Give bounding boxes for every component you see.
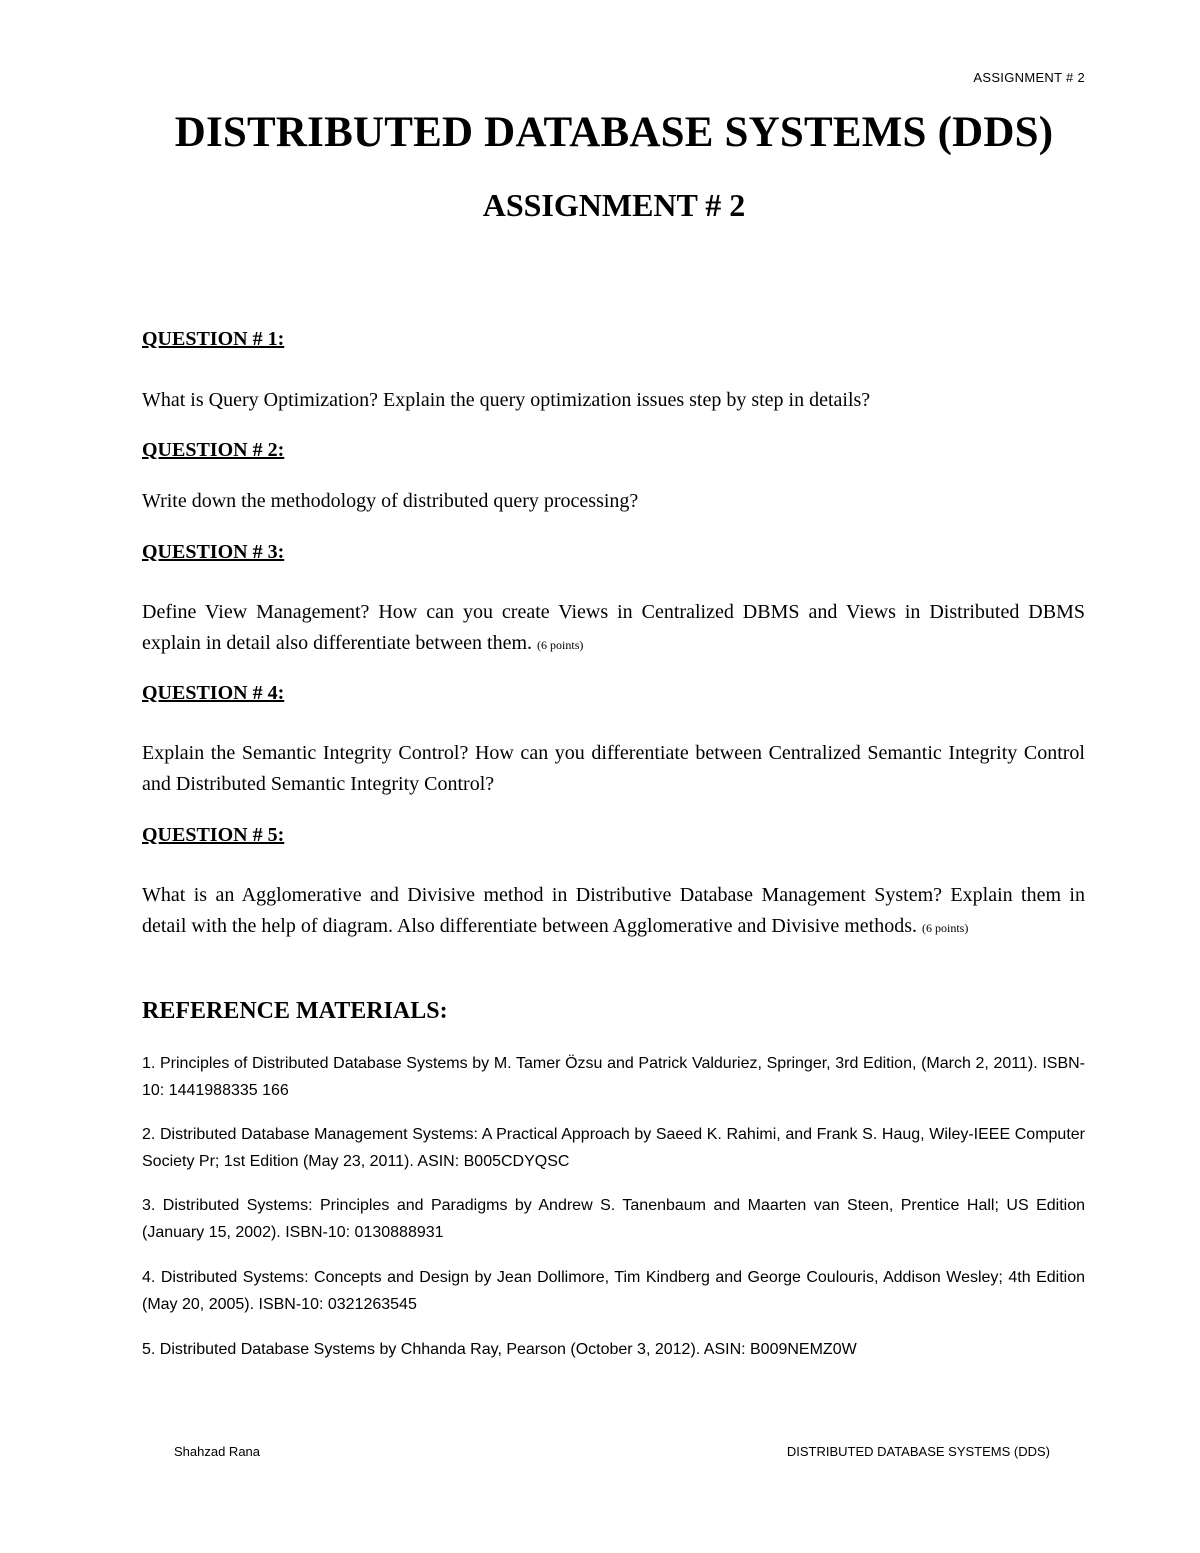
question-5-text (142, 880, 1085, 944)
question-3-text (142, 597, 1085, 661)
question-3-points: (6 points) (537, 638, 584, 652)
references-heading: REFERENCE MATERIALS: (142, 998, 448, 1024)
question-5-points: (6 points) (921, 921, 969, 935)
reference-item: 2. Distributed Database Management Systems: A Practical Approach by Saeed K. Rahimi, and Frank S. Haug, Wiley-IEEE Computer Society Pr; 1st Edition (May 23, 2011). ASIN: B005CDYQSC (142, 1126, 1085, 1170)
footer-author: Shahzad Rana (174, 1444, 261, 1459)
question-3-body: Define View Management? How can you create Views in Centralized DBMS and Views in Distributed DBMS explain in detail also differentiate between them. (142, 601, 1085, 654)
question-5-body: What is an Agglomerative and Divisive method in Distributive Database Management System? Explain them in detail with the help of diagram. Also differentiate between Agglomerative and Divisive methods. (142, 884, 1085, 937)
question-4-text (142, 738, 1085, 800)
reference-item: 3. Distributed Systems: Principles and Paradigms by Andrew S. Tanenbaum and Maarten van Steen, Prentice Hall; US Edition (January 15, 2002). ISBN-10: 0130888931 (142, 1197, 1085, 1241)
question-4-heading: QUESTION # 4: (142, 682, 285, 704)
reference-item: 5. Distributed Database Systems by Chhanda Ray, Pearson (October 3, 2012). ASIN: B009NEMZ0W (142, 1341, 857, 1358)
document-title: DISTRIBUTED DATABASE SYSTEMS (DDS) (174, 109, 1054, 156)
running-header: ASSIGNMENT # 2 (973, 70, 1085, 85)
question-2-body: Write down the methodology of distributed query processing? (142, 490, 639, 512)
reference-item: 4. Distributed Systems: Concepts and Design by Jean Dollimore, Tim Kindberg and George Coulouris, Addison Wesley; 4th Edition (May 20, 2005). ISBN-10: 0321263545 (142, 1269, 1085, 1313)
document-subtitle: ASSIGNMENT # 2 (482, 187, 746, 223)
question-1-heading: QUESTION # 1: (142, 328, 285, 350)
reference-item: 1. Principles of Distributed Database Systems by M. Tamer Özsu and Patrick Valduriez, Springer, 3rd Edition, (March 2, 2011). ISBN-10: 1441988335 166 (142, 1055, 1085, 1099)
question-2-text (142, 486, 1085, 517)
question-2-heading: QUESTION # 2: (142, 439, 285, 461)
question-3-heading: QUESTION # 3: (142, 541, 285, 563)
question-1-body: What is Query Optimization? Explain the query optimization issues step by step in details? (142, 389, 871, 411)
question-1-text (142, 385, 1085, 416)
question-4-body: Explain the Semantic Integrity Control? How can you differentiate between Centralized Semantic Integrity Control and Distributed Semantic Integrity Control? (142, 742, 1085, 795)
question-5-heading: QUESTION # 5: (142, 824, 285, 846)
footer-course: DISTRIBUTED DATABASE SYSTEMS (DDS) (786, 1444, 1050, 1459)
